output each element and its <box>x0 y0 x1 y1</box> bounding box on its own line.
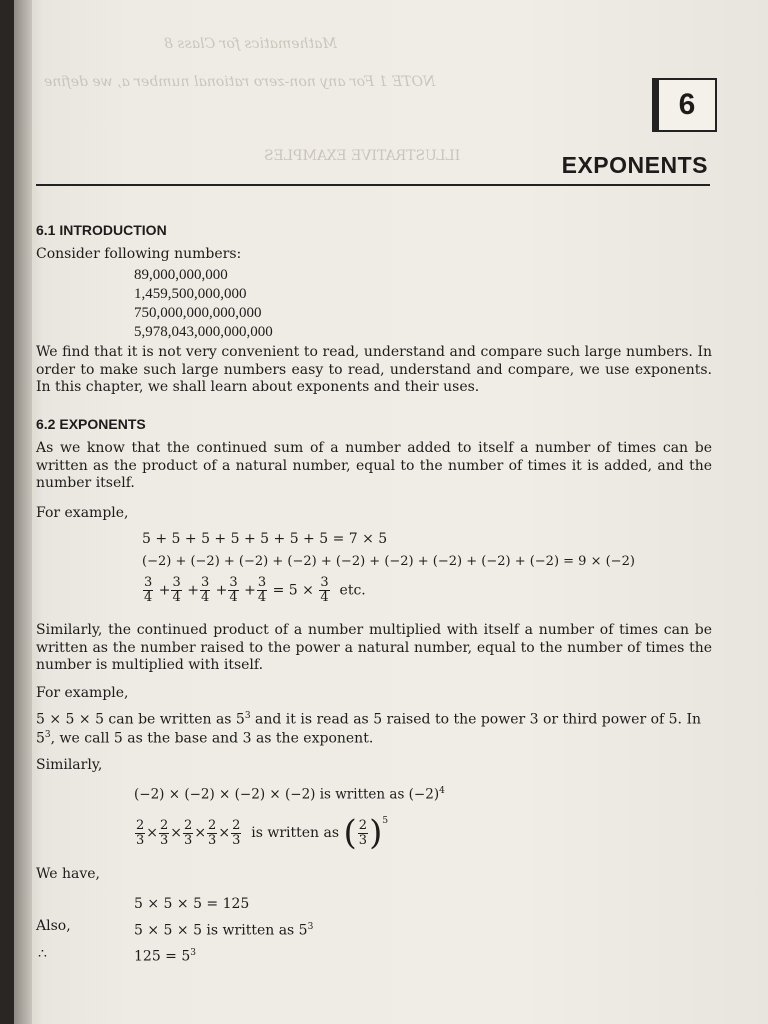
example-line-2: $5^3$, we call 5 as the base and 3 as the exponent. <box>36 730 374 747</box>
bleed-through-illustrative: ILLUSTRATIVE EXAMPLES <box>264 148 461 164</box>
number-1: 89,000,000,000 <box>134 267 228 283</box>
fraction: $\frac{3}{4}$ <box>172 575 181 605</box>
equation-conclusion: $125 = 5^3$ <box>134 948 196 965</box>
we-have-label: We have, <box>36 866 100 882</box>
equation-sum-fives: 5 + 5 + 5 + 5 + 5 + 5 + 5 = 7 × 5 <box>142 531 388 547</box>
section-heading-6-1: 6.1 INTRODUCTION <box>36 222 167 238</box>
intro-text: Consider following numbers: <box>36 246 242 262</box>
equation-product-negatives: (−2) × (−2) × (−2) × (−2) is written as $(-2)^4$ <box>134 786 445 803</box>
fraction: $\frac{2}{3}$ <box>184 817 193 848</box>
number-3: 750,000,000,000,000 <box>134 305 262 321</box>
equation-written-as: 5 × 5 × 5 is written as $5^3$ <box>134 922 314 939</box>
bleed-through-header: Mathematics for Class 8 <box>164 36 337 52</box>
fraction: $\frac{2}{3}$ <box>232 817 241 848</box>
fraction: $\frac{2}{3}$ <box>160 817 169 848</box>
fraction: $\frac{3}{4}$ <box>144 575 153 605</box>
fraction: $\frac{2}{3}$ <box>358 817 368 848</box>
equation-sum-negatives: (−2) + (−2) + (−2) + (−2) + (−2) + (−2) + (−2) + (−2) + (−2) = 9 × (−2) <box>142 554 635 569</box>
for-example-2: For example, <box>36 685 129 701</box>
fraction: $\frac{3}{4}$ <box>257 575 267 605</box>
for-example-1: For example, <box>36 505 129 521</box>
fraction: $\frac{3}{4}$ <box>320 575 329 605</box>
example-line-1: 5 × 5 × 5 can be written as $5^3$ and it is read as 5 raised to the power 3 or third power of 5. In <box>36 711 701 728</box>
fraction: $\frac{2}{3}$ <box>208 817 217 848</box>
similarly-label: Similarly, <box>36 757 103 773</box>
fraction: $\frac{3}{4}$ <box>229 575 238 605</box>
book-page <box>14 0 768 1024</box>
intro-paragraph: We find that it is not very convenient to read, understand and compare such large numbers. In order to make such large numbers easy to read, understand and compare, we use exponents. In this chapter, we shall learn about exponents and their uses. <box>36 344 712 395</box>
section-heading-6-2: 6.2 EXPONENTS <box>36 416 146 432</box>
number-2: 1,459,500,000,000 <box>134 286 247 302</box>
number-4: 5,978,043,000,000,000 <box>134 324 273 340</box>
fraction: $\frac{2}{3}$ <box>136 817 145 848</box>
bleed-through-note: NOTE 1 For any non-zero rational number a, we define <box>44 74 436 90</box>
therefore-symbol: ∴ <box>38 946 47 962</box>
fraction: $\frac{3}{4}$ <box>200 575 210 605</box>
equation-product-fractions: $\frac{2}{3}$ × $\frac{2}{3}$ × $\frac{2}{3}$ × $\frac{2}{3}$ × $\frac{2}{3}$ is written as ( $\frac{2}{3}$ )$^5$ <box>136 813 389 853</box>
equation-125: 5 × 5 × 5 = 125 <box>134 896 250 912</box>
book-spine <box>14 0 32 1024</box>
title-rule <box>36 184 710 186</box>
exponents-paragraph-2: Similarly, the continued product of a number multiplied with itself a number of times can be written as the number raised to the power a natural number, equal to the number of times the number is multiplied with itself. <box>36 622 712 673</box>
also-label: Also, <box>36 918 71 934</box>
equation-sum-fractions: $\frac{3}{4}$ + $\frac{3}{4}$ + $\frac{3}{4}$ + $\frac{3}{4}$ + $\frac{3}{4}$ = 5 × $\frac{3}{4}$ etc. <box>144 575 366 605</box>
chapter-title: EXPONENTS <box>561 152 708 178</box>
exponents-paragraph-1: As we know that the continued sum of a number added to itself a number of times can be written as the product of a natural number, equal to the number of times it is added, and the number itself. <box>36 440 712 491</box>
chapter-number: 6 <box>652 78 717 132</box>
